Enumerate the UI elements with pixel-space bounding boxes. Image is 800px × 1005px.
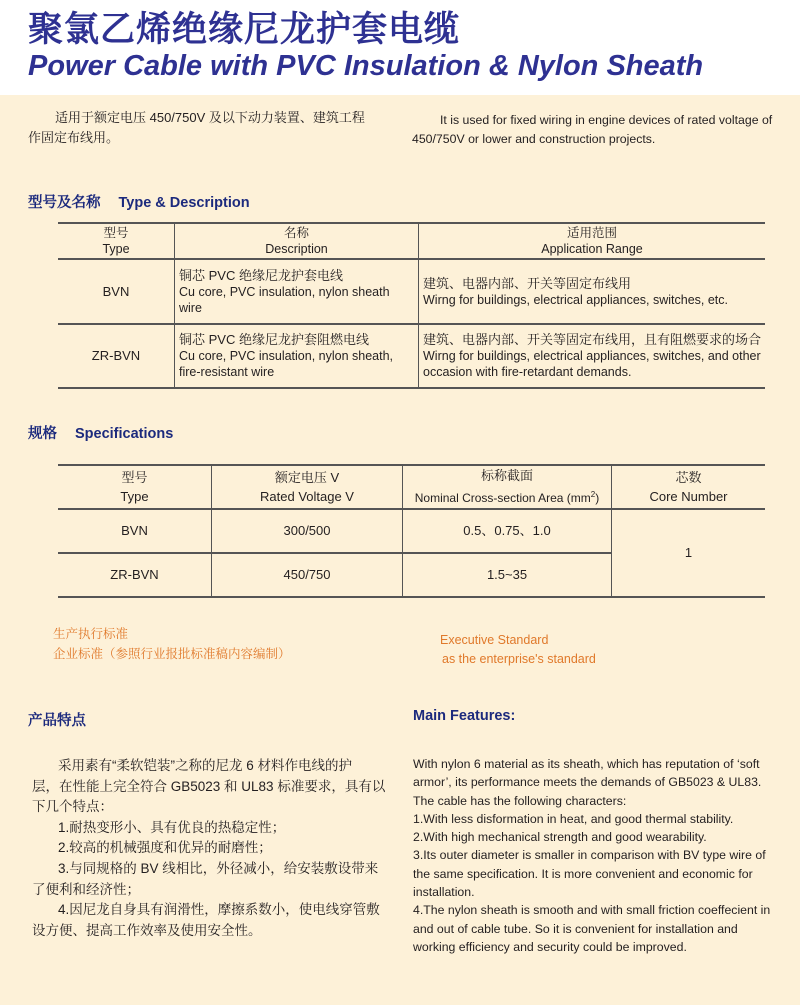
- section-title-cn: 规格: [28, 426, 57, 442]
- header-voltage: 额定电压 V Rated Voltage V: [212, 465, 403, 509]
- cell-voltage: 300/500: [212, 509, 403, 553]
- features-en-line: 4.The nylon sheath is smooth and with small friction coeffecient in: [413, 903, 771, 918]
- features-cn-line: 下几个特点：: [32, 799, 113, 815]
- standard-cn: [53, 624, 291, 664]
- table-row: [58, 509, 765, 553]
- features-cn-line: 设方便、提高工作效率及使用安全性。: [32, 922, 262, 938]
- features-en-line: working efficiency and security could be improved.: [413, 939, 687, 954]
- intro-en: [412, 111, 772, 149]
- intro-en-line: It is used for fixed wiring in engine devices of rated voltage of: [440, 113, 773, 127]
- standard-en: [440, 631, 596, 669]
- features-cn-paragraph: [32, 756, 392, 941]
- page-title-cn: 聚氯乙烯绝缘尼龙护套电缆: [28, 10, 461, 50]
- features-cn-line: 采用素有“柔软铠装”之称的尼龙 6 材料作电线的护: [58, 758, 353, 773]
- cell-application: 建筑、电器内部、开关等固定布线用，且有阻燃要求的场合 Wirng for buildings, electrical appliances, switches, and other occasion with fire-retardant demands.: [419, 324, 766, 388]
- cell-description: 铜芯 PVC 绝缘尼龙护套阻燃电线 Cu core, PVC insulation, nylon sheath, fire-resistant wire: [175, 324, 419, 388]
- standard-en-line: Executive Standard: [440, 633, 549, 647]
- features-cn-line: 3.与同规格的 BV 线相比，外径减小，给安装敷设带来: [58, 860, 379, 876]
- spec-section-heading: [28, 422, 191, 443]
- cell-voltage: 450/750: [212, 553, 403, 597]
- section-title-en: Specifications: [75, 426, 174, 442]
- features-en-line: the same specification. It is more convenient and economic for: [413, 866, 753, 881]
- features-heading-cn: 产品特点: [28, 713, 86, 729]
- cell-type: ZR-BVN: [91, 348, 141, 363]
- specifications-table: [58, 464, 765, 598]
- header-description: 名称 Description: [175, 223, 419, 259]
- type-section-heading: [28, 191, 268, 212]
- features-cn-line: 了便利和经济性；: [32, 881, 140, 897]
- type-description-table: [58, 222, 765, 389]
- features-en-line: The cable has the following characters:: [413, 793, 627, 808]
- features-en-line: 1.With less disformation in heat, and good thermal stability.: [413, 811, 734, 826]
- cell-type: BVN: [58, 259, 175, 324]
- features-cn-line: 2.较高的机械强度和优异的耐磨性；: [58, 840, 272, 856]
- features-en-line: and out of cable tube. So it is convenient for installation and: [413, 921, 738, 936]
- features-en-line: armor’, its performance meets the demands of GB5023 & UL83.: [413, 775, 762, 790]
- cell-type: ZR-BVN: [110, 567, 159, 582]
- cell-type: BVN: [58, 509, 212, 553]
- table-header-row: [58, 465, 765, 509]
- intro-en-line: 450/750V or lower and construction projects.: [412, 132, 656, 146]
- standard-cn-line: 企业标准（参照行业报批标准稿内容编制）: [53, 647, 291, 661]
- cell-area: 1.5~35: [403, 553, 612, 597]
- intro-cn: [28, 108, 365, 148]
- header-area: 标称截面 Nominal Cross-section Area $(mm^2)$: [403, 465, 612, 509]
- header-application: 适用范围 Application Range: [419, 223, 766, 259]
- cell-core-number: 1: [612, 509, 766, 597]
- section-title-en: Type & Description: [118, 195, 250, 211]
- intro-cn-line: 作固定布线用。: [28, 130, 120, 145]
- table-row: [58, 259, 765, 324]
- cell-area: 0.5、0.75、1.0: [403, 509, 612, 553]
- header-type: 型号 Type: [58, 223, 175, 259]
- page-title-en: Power Cable with PVC Insulation & Nylon Sheath: [28, 50, 704, 82]
- cell-description: 铜芯 PVC 绝缘尼龙护套电线 Cu core, PVC insulation, nylon sheath wire: [175, 259, 419, 324]
- features-en-line: 3.Its outer diameter is smaller in comparison with BV type wire of: [413, 848, 766, 863]
- features-en-line: installation.: [413, 885, 475, 900]
- intro-cn-line: 适用于额定电压 450/750V 及以下动力装置、建筑工程: [55, 110, 365, 125]
- standard-en-line: as the enterprise's standard: [442, 652, 596, 666]
- features-cn-line: 1.耐热变形小、具有优良的热稳定性；: [58, 819, 286, 835]
- features-en-line: With nylon 6 material as its sheath, which has reputation of ‘soft: [413, 757, 760, 771]
- features-en-paragraph: [413, 755, 783, 956]
- table-header-row: [58, 223, 765, 259]
- header-core-number: 芯数 Core Number: [612, 465, 766, 509]
- table-row: [58, 324, 765, 388]
- features-cn-line: 4.因尼龙自身具有润滑性，摩擦系数小，使电线穿管敷: [58, 902, 380, 918]
- features-heading-en: Main Features:: [413, 708, 516, 724]
- standard-cn-line: 生产执行标准: [53, 627, 129, 641]
- header-type: 型号 Type: [58, 465, 212, 509]
- features-en-line: 2.With high mechanical strength and good wearability.: [413, 830, 707, 845]
- features-cn-line: 层，在性能上完全符合 GB5023 和 UL83 标准要求，具有以: [32, 778, 386, 794]
- cell-application: 建筑、电器内部、开关等固定布线用 Wirng for buildings, electrical appliances, switches, etc.: [419, 259, 766, 324]
- section-title-cn: 型号及名称: [28, 195, 101, 211]
